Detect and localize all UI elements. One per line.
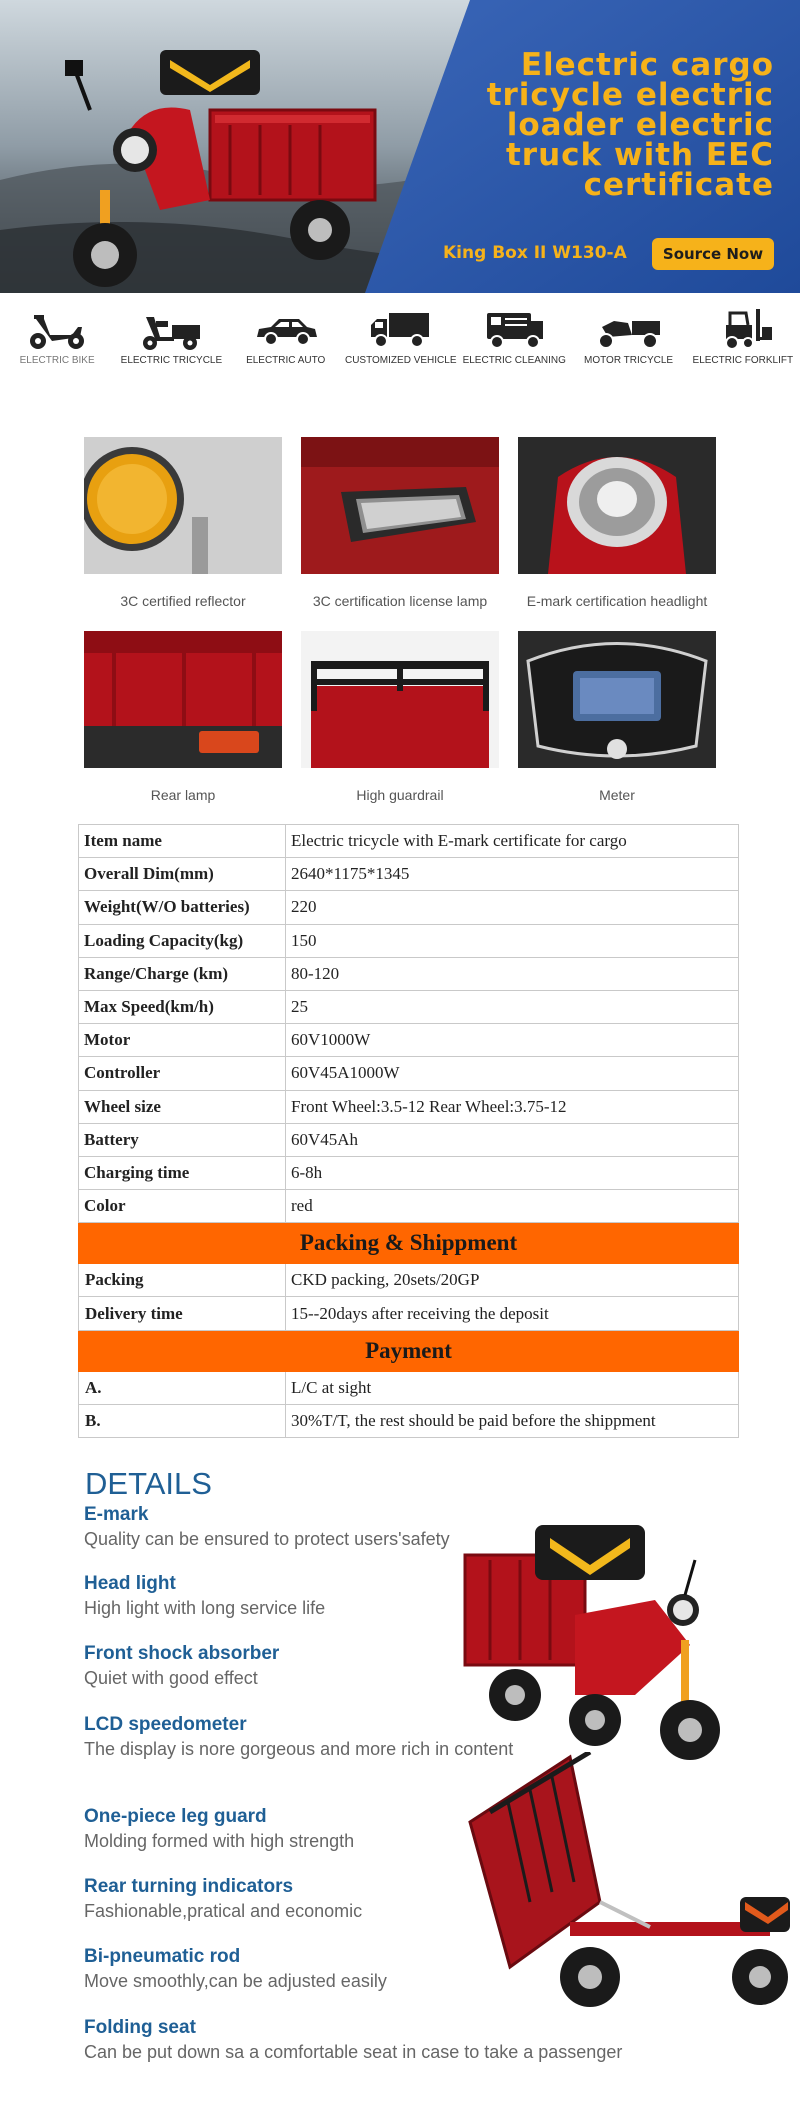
category-label: ELECTRIC CLEANING (462, 355, 566, 366)
headlight-image (518, 437, 716, 574)
source-now-button[interactable]: Source Now (652, 238, 774, 270)
motor-tricycle-icon (594, 307, 664, 351)
category-electric-forklift[interactable] (688, 307, 798, 366)
rear-lamp-image (84, 631, 282, 768)
feature-title: Folding seat (84, 2017, 196, 2038)
car-icon (251, 307, 321, 351)
gallery-item-guardrail (301, 631, 499, 803)
table-row (79, 891, 739, 924)
spec-key: Weight(W/O batteries) (79, 891, 286, 924)
hero-model-name: King Box II W130-A (443, 243, 627, 263)
spec-value: 30%T/T, the rest should be paid before the shippment (286, 1404, 739, 1437)
spec-key: Battery (79, 1123, 286, 1156)
feature-front-shock-absorber (84, 1643, 279, 1689)
gallery-caption: High guardrail (356, 787, 444, 803)
gallery-item-meter (518, 631, 716, 803)
scooter-icon (22, 307, 92, 351)
feature-title: Rear turning indicators (84, 1876, 294, 1897)
guardrail-image (301, 631, 499, 768)
feature-title: Bi-pneumatic rod (84, 1946, 241, 1967)
table-row (79, 1371, 739, 1404)
table-row (79, 1404, 739, 1437)
category-customized-vehicle[interactable] (345, 307, 455, 366)
spec-key: A. (79, 1371, 286, 1404)
reflector-image (84, 437, 282, 574)
category-label: ELECTRIC BIKE (19, 355, 95, 366)
hero-title-line: truck with EEC (505, 137, 774, 173)
spec-key: Controller (79, 1057, 286, 1090)
feature-emark (84, 1504, 450, 1550)
feature-folding-seat (84, 2017, 622, 2063)
spec-key: B. (79, 1404, 286, 1437)
feature-desc: Can be put down sa a comfortable seat in case to take a passenger (84, 2042, 623, 2062)
category-electric-auto[interactable] (231, 307, 341, 366)
spec-key: Packing (79, 1264, 286, 1297)
spec-key: Loading Capacity(kg) (79, 924, 286, 957)
category-label: ELECTRIC AUTO (246, 355, 326, 366)
table-row (79, 1057, 739, 1090)
hero-title-line: tricycle electric (486, 77, 774, 113)
gallery-caption: Rear lamp (150, 787, 216, 803)
gallery-caption: 3C certified reflector (120, 593, 246, 609)
forklift-icon (708, 307, 778, 351)
table-row (79, 990, 739, 1023)
packing-header-row (79, 1223, 739, 1264)
tricycle-icon (136, 307, 206, 351)
spec-value: 15--20days after receiving the deposit (286, 1297, 739, 1330)
spec-key: Color (79, 1190, 286, 1223)
table-row (79, 957, 739, 990)
category-electric-cleaning[interactable] (459, 307, 569, 366)
spec-value: 80-120 (286, 957, 739, 990)
feature-desc: Quality can be ensured to protect users'safety (84, 1529, 450, 1549)
category-nav (0, 293, 800, 373)
tricycle-product-image (455, 1520, 755, 1770)
spec-value: 6-8h (286, 1156, 739, 1189)
cleaning-truck-icon (479, 307, 549, 351)
feature-rear-turning-indicators (84, 1876, 362, 1922)
spec-value: 60V45A1000W (286, 1057, 739, 1090)
feature-title: Front shock absorber (84, 1643, 280, 1664)
feature-head-light (84, 1573, 325, 1619)
feature-desc: Quiet with good effect (84, 1668, 258, 1688)
category-motor-tricycle[interactable] (574, 307, 684, 366)
spec-value: Electric tricycle with E-mark certificate for cargo (286, 825, 739, 858)
spec-key: Motor (79, 1024, 286, 1057)
feature-title: E-mark (84, 1504, 149, 1525)
spec-value: 220 (286, 891, 739, 924)
spec-value: 150 (286, 924, 739, 957)
feature-title: Head light (84, 1573, 176, 1594)
dump-tricycle-product-image (450, 1752, 800, 2012)
category-label: ELECTRIC TRICYCLE (120, 355, 223, 366)
feature-lcd-speedometer (84, 1714, 513, 1760)
spec-value: Front Wheel:3.5-12 Rear Wheel:3.75-12 (286, 1090, 739, 1123)
hero-title-line: certificate (583, 167, 774, 203)
gallery-caption: 3C certification license lamp (312, 593, 488, 609)
gallery-item-headlight (518, 437, 716, 609)
spec-key: Range/Charge (km) (79, 957, 286, 990)
packing-header: Packing & Shippment (79, 1223, 739, 1264)
spec-key: Charging time (79, 1156, 286, 1189)
table-row (79, 1024, 739, 1057)
table-row (79, 1297, 739, 1330)
table-row (79, 924, 739, 957)
hero-title (444, 47, 774, 203)
table-row (79, 1156, 739, 1189)
hero-banner (0, 0, 800, 293)
spec-key: Max Speed(km/h) (79, 990, 286, 1023)
spec-value: 2640*1175*1345 (286, 858, 739, 891)
spec-key: Delivery time (79, 1297, 286, 1330)
gallery-caption: E-mark certification headlight (526, 593, 708, 609)
spec-table (78, 824, 739, 1438)
truck-icon (365, 307, 435, 351)
gallery-item-license-lamp (301, 437, 499, 609)
spec-value: red (286, 1190, 739, 1223)
category-label: MOTOR TRICYCLE (584, 355, 674, 366)
category-label: CUSTOMIZED VEHICLE (344, 355, 457, 366)
details-title: DETAILS (85, 1466, 212, 1501)
spec-value: 60V1000W (286, 1024, 739, 1057)
category-electric-tricycle[interactable] (116, 307, 226, 366)
payment-header: Payment (79, 1330, 739, 1371)
feature-title: One-piece leg guard (84, 1806, 267, 1827)
feature-desc: High light with long service life (84, 1598, 326, 1618)
table-row (79, 1090, 739, 1123)
table-row (79, 1190, 739, 1223)
spec-value: L/C at sight (286, 1371, 739, 1404)
gallery-item-rear-lamp (84, 631, 282, 803)
spec-key: Overall Dim(mm) (79, 858, 286, 891)
gallery-caption: Meter (599, 787, 635, 803)
hero-tricycle-image (60, 40, 380, 290)
spec-value: 25 (286, 990, 739, 1023)
gallery-item-reflector (84, 437, 282, 609)
feature-leg-guard (84, 1806, 354, 1852)
table-row (79, 1123, 739, 1156)
spec-value: 60V45Ah (286, 1123, 739, 1156)
feature-desc: Move smoothly,can be adjusted easily (84, 1971, 387, 1991)
feature-title: LCD speedometer (84, 1714, 247, 1735)
hero-title-line: Electric cargo (520, 47, 774, 83)
payment-header-row (79, 1330, 739, 1371)
spec-key: Item name (79, 825, 286, 858)
feature-desc: The display is nore gorgeous and more rich in content (84, 1739, 514, 1759)
feature-bi-pneumatic-rod (84, 1946, 387, 1992)
license-lamp-image (301, 437, 499, 574)
meter-image (518, 631, 716, 768)
spec-value: CKD packing, 20sets/20GP (286, 1264, 739, 1297)
table-row (79, 1264, 739, 1297)
spec-key: Wheel size (79, 1090, 286, 1123)
feature-desc: Fashionable,pratical and economic (84, 1901, 363, 1921)
category-label: ELECTRIC FORKLIFT (692, 355, 794, 366)
table-row (79, 825, 739, 858)
category-electric-bike[interactable] (2, 307, 112, 366)
feature-desc: Molding formed with high strength (84, 1831, 355, 1851)
table-row (79, 858, 739, 891)
hero-title-line: loader electric (506, 107, 774, 143)
